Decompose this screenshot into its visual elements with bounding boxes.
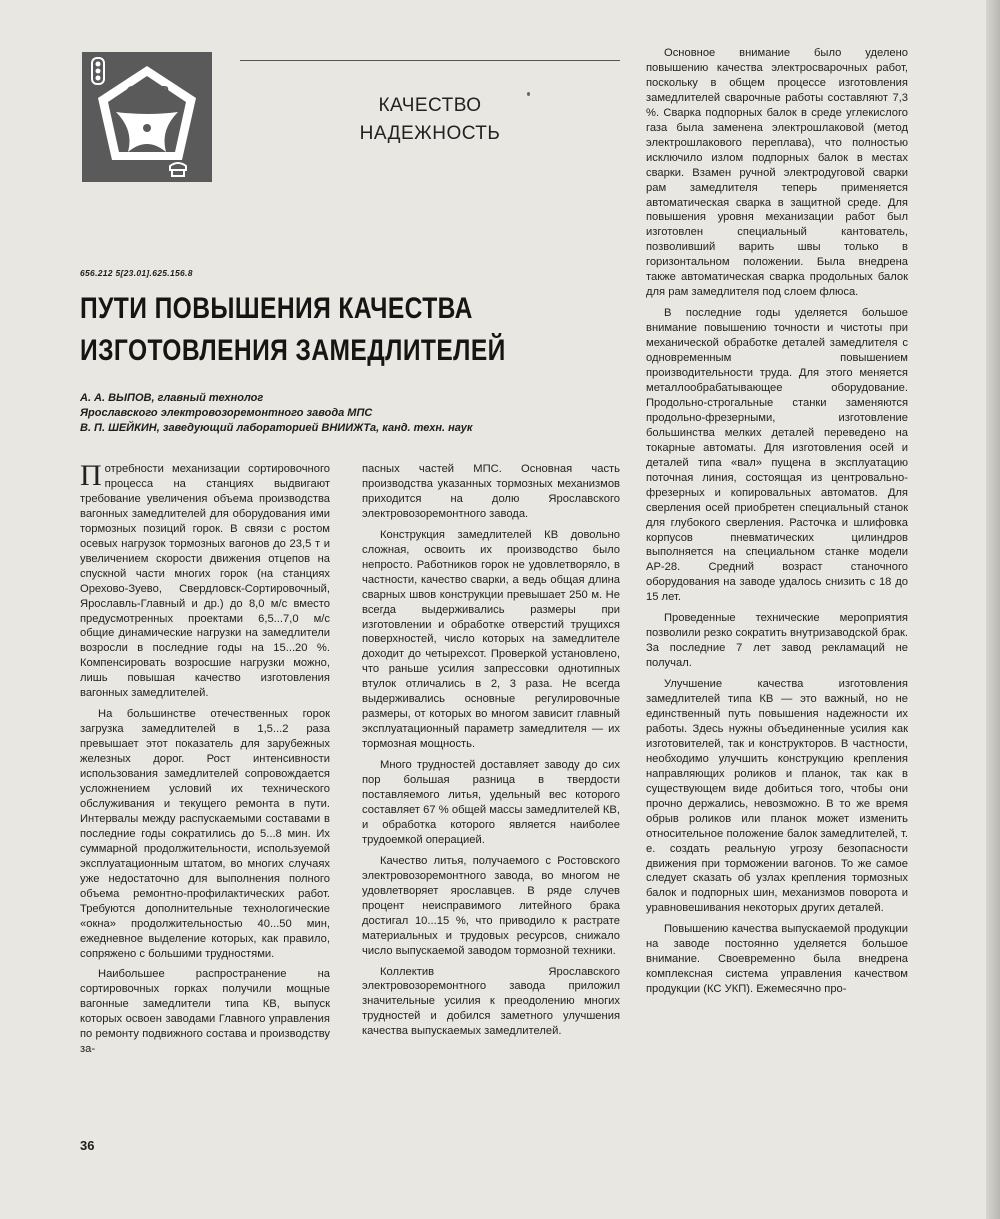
article-authors: [80, 391, 620, 436]
section-title: [240, 92, 620, 148]
author-line-3: В. П. ШЕЙКИН, заведующий лабораторией ВНИИЖТа, канд. техн. наук: [80, 422, 473, 434]
paragraph: Улучшение качества изготовления замедлителей типа КВ — это важный, но не единственный путь повышения надежности их работы. Здесь нужны объединенные усилия как изготовителей, так и конструкторов. В частности, необходимо улучшить конструкцию крепления направляющих роликов и планок, так как в существующем виде добиться того, чтобы они прочно держались, невозможно. В то же время обрыв роликов или планок может изменить относительное положение балок замедлителей, т. е. создать реальную угрозу безопасности движения при торможении вагонов. То же самое следует сказать об узлах крепления тормозных балок и подпорных шин, механизмов поворота и уравновешивания некоторых других деталей.: [646, 678, 908, 915]
paragraph: Основное внимание было уделено повышению качества электросварочных работ, поскольку в общем процессе изготовления замедлителей сварочные работы составляют 7,3 %. Сварка подпорных балок в среде углекислого газа была заменена электрошлаковой (метод электрошлакового переплава), что полностью исключило излом подпорных балок в местах сварки. Взамен ручной электродуговой сварки рам замедлителя теперь применяется автоматическая сварка в защитной среде. Для повышения уровня механизации работ был изготовлен специальный кантователь, позволивший варить швы только в горизонтальном положении. Была внедрена также автоматическая сварка продольных балок для рам замедлителя под слоем флюса.: [646, 47, 908, 299]
quality-mark-logo: [82, 52, 212, 182]
paragraph: Много трудностей доставляет заводу до сих пор большая разница в твердости поставляемого литья, удельный вес которого составляет 67 % общей массы замедлителей КВ, и обработка которого является наиболее трудоемкой операцией.: [362, 759, 620, 846]
text-column-1: [80, 459, 330, 1063]
author-line-2: Ярославского электровозоремонтного завода МПС: [80, 407, 373, 419]
udc-code: 656.212 5[23.01].625.156.8: [80, 268, 193, 278]
paragraph: Качество литья, получаемого с Ростовского электровозоремонтного завода, во многом не удовлетворяет ярославцев. В ряде случев процент неисправимого литейного брака достигал 10...15 %, что приводило к растрате материальных и трудовых ресурсов, снижало число выпускаемой заводом тормозной техники.: [362, 854, 620, 957]
paragraph: Повышению качества выпускаемой продукции на заводе постоянно уделяется большое внимание. Своевременно была внедрена комплексная система управления качеством продукции (КС УКП). Ежемесячно про-: [646, 923, 908, 996]
headline-line-1: ПУТИ ПОВЫШЕНИЯ КАЧЕСТВА: [80, 292, 473, 325]
paragraph: Коллектив Ярославского электровозоремонтного завода приложил значительные усилия к преодолению многих трудностей и добился заметного улучшения качества выпускаемых замедлителей.: [362, 965, 620, 1038]
paragraph: Потребности механизации сортировочного процесса на станциях выдвигают требование увеличения объема производства вагонных замедлителей для оборудования ими тормозных позиций горок. В связи с ростом осевых нагрузок тормозных вагонов до 23,5 т и увеличением скорости движения отцепов на спускной части многих горок (на станциях Орехово-Зуево, Свердловск-Сортировочный, Ярославль-Главный и др.) до 8,0 м/с вместо предусмотренных проектами 6,5...7,0 м/с общие динамические нагрузки на замедлители возросли в последние годы на 15...20 %. Компенсировать возросшие нагрузки можно, лишь повышая качество изготовления вагонных замедлителей.: [80, 459, 330, 700]
paper-speck: [527, 92, 530, 96]
headline-line-2: ИЗГОТОВЛЕНИЯ ЗАМЕДЛИТЕЛЕЙ: [80, 334, 506, 367]
section-title-line-2: НАДЕЖНОСТЬ: [359, 123, 501, 144]
quality-mark-icon: [82, 52, 212, 182]
text-column-2: [362, 462, 620, 1045]
paragraph: Наибольшее распространение на сортировочных горках получили мощные вагонные замедлители типа КВ, выпуск которых освоен заводами Главного управления по ремонту подвижного состава и производству за-: [80, 968, 330, 1056]
drop-cap: П: [80, 459, 102, 492]
article-headline: [80, 288, 506, 372]
paragraph: На большинстве отечественных горок загрузка замедлителей в 1,5...2 раза превышает этот показатель для зарубежных железных дорог. Рост интенсивности использования замедлителей сопровождается усложнением условий их технического обслуживания и текущего ремонта в пути. Интервалы между распускаемыми составами в последние годы сократились до 5...8 мин. Их суммарной продолжительности, используемой эксплуатационным штатом, во многих случаях уже недостаточно для выполнения полного объема ремонтно-профилактических работ. Требуются дополнительные технологические «окна» продолжительностью 40...50 мин, ежедневное выделение которых, как правило, сопряжено с большими трудностями.: [80, 708, 330, 960]
paragraph: Проведенные технические мероприятия позволили резко сократить внутризаводской брак. За последние 7 лет завод рекламаций не получал.: [646, 612, 908, 670]
paragraph: пасных частей МПС. Основная часть производства указанных тормозных механизмов приходится на долю Ярославского электровозоремонтного завода.: [362, 463, 620, 520]
header-rule: [240, 60, 620, 61]
logo-country-text: СССР: [125, 83, 169, 100]
paragraph: В последние годы уделяется большое внимание повышению точности и чистоты при механической обработке деталей замедлителя с одновременным повышением производительности труда. Для этого меняется металлообрабатывающее оборудование. Продольно-строгальные станки заменяются продольно-фрезерными, изготовление большинства мелких деталей переведено на токарные автоматы. Для изготовления осей и деталей типа «вал» пущена в эксплуатацию поточная линия, состоящая из центровально-фрезерных и копировальных автоматов. Для сверления осей приобретен специальный станок для глубокого сверления. Расточка и шлифовка корпусов пневматических цилиндров выполняется на специальном станке модели АР-28. Средний возраст станочного оборудования на заводе удалось снизить с 18 до 15 лет.: [646, 307, 908, 604]
text-column-3: [646, 46, 908, 1003]
page-edge: [986, 0, 1000, 1219]
paragraph: Конструкция замедлителей КВ довольно сложная, освоить их производство было непросто. Работников горок не удовлетворяло, в частности, качество сварки, а ведь общая длина сварных швов конструкции превышает 250 м. Не всегда выдерживались размеры при изготовлении и обработке отверстий трущихся поверхностей, число которых на замедлителе доходит до четырехсот. Проверкой установлено, что раньше усилия запрессовки однотипных втулок отличались в 2, 3 раза. Не всегда выдерживались основные регулировочные размеры, от которых во многом зависит главный эксплуатационный параметр замедлителя — их тормозная мощность.: [362, 528, 620, 751]
page-number: 36: [80, 1138, 95, 1153]
author-line-1: А. А. ВЫПОВ, главный технолог: [80, 392, 264, 404]
section-title-line-1: КАЧЕСТВО: [378, 95, 482, 116]
